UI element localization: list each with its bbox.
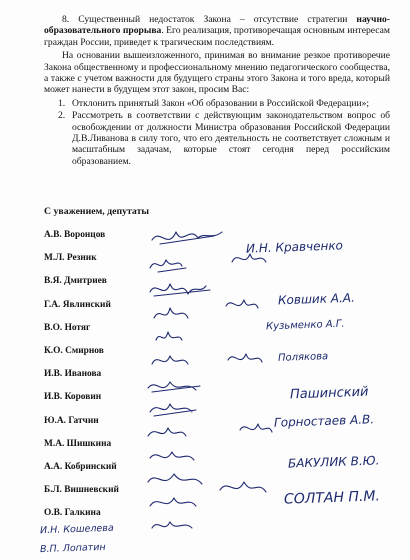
signature <box>226 300 258 308</box>
signature <box>154 308 188 318</box>
paragraph-8-bold: научно-образовательного прорыва <box>44 14 390 37</box>
request-text: Рассмотреть в соответствии с действующим законодательством вопрос об освобождении от должности Министра образования Российской Федерации Д.В.Ливанова в силу того, что его деятельность не соответствует сложным и масштабным задачам, которые стоят сегодня перед российским образованием. <box>72 110 390 167</box>
handwritten-name: БАКУЛИК В.Ю. <box>287 453 380 471</box>
deputy-name: О.В. Галкина <box>44 508 101 519</box>
deputy-name: М.Л. Резник <box>44 253 97 264</box>
signature <box>150 260 186 272</box>
signature <box>152 522 192 528</box>
handwritten-name: Пашинский <box>289 384 369 403</box>
deputy-name: Ю.А. Гатчин <box>44 415 99 426</box>
handwritten-name: Полякова <box>277 351 329 364</box>
deputy-name: М.А. Шишкина <box>44 438 112 449</box>
signature <box>148 382 200 392</box>
deputy-name: К.О. Смирнов <box>44 345 104 356</box>
deputy-name: Б.Л. Вишневский <box>44 485 119 496</box>
signature <box>228 354 262 362</box>
signature <box>156 332 182 340</box>
deputy-name: И.В. Коровин <box>44 392 102 403</box>
paragraph-8-prefix: 8. Существенный недостаток Закона – отсутствие стратегии <box>62 14 357 25</box>
handwritten-name: СОЛТАН П.М. <box>283 488 381 508</box>
paragraph-8-suffix: . Его реализация, противоречащая основным интересам граждан России, приведет к трагическим последствиям. <box>44 25 391 48</box>
letter-body <box>44 14 390 168</box>
signature <box>150 284 210 296</box>
requests-list <box>44 98 390 167</box>
signature <box>220 482 266 492</box>
signature <box>148 474 202 484</box>
deputy-name: А.В. Воронцов <box>44 230 106 240</box>
deputy-name: В.Я. Дмитриев <box>44 276 107 287</box>
deputy-name: Г.А. Явлинский <box>44 299 111 310</box>
paragraph-basis: На основании вышеизложенного, принимая во внимание резкое противоречие Закона общественному и профессиональному мнению педагогического сообщества, а также с учетом важности для будущего страны этого Закона и того вреда, который может нанести в будущем этот закон, просим Вас: <box>44 50 390 96</box>
paragraph-8 <box>44 14 390 48</box>
signature <box>152 356 188 364</box>
request-number: 1. <box>58 97 66 109</box>
handwritten-extra-name: В.П. Лопатин <box>39 541 106 556</box>
request-text: Отклонить принятый Закон «Об образовании в Российской Федерации»; <box>72 97 370 109</box>
handwritten-name: Кузьменко А.Г. <box>265 318 345 333</box>
deputy-name: В.О. Нотяг <box>44 322 91 333</box>
deputy-name: И.В. Иванова <box>44 369 102 380</box>
request-number: 2. <box>58 110 66 122</box>
signature <box>150 404 196 416</box>
request-item <box>44 98 390 109</box>
handwritten-name: Ковшик А.А. <box>277 290 356 308</box>
handwritten-extra-name: И.Н. Кошелева <box>39 522 114 537</box>
signature <box>240 424 272 432</box>
greeting: С уважением, депутаты <box>44 206 150 217</box>
signature <box>150 498 196 506</box>
request-item <box>44 110 390 167</box>
deputy-name: А.А. Кобринский <box>44 461 117 472</box>
signature <box>150 452 194 460</box>
signature <box>152 232 222 244</box>
handwritten-name: Горностаев А.В. <box>273 412 375 430</box>
deputies-list <box>44 230 154 531</box>
handwritten-name: И.Н. Кравченко <box>245 238 344 256</box>
